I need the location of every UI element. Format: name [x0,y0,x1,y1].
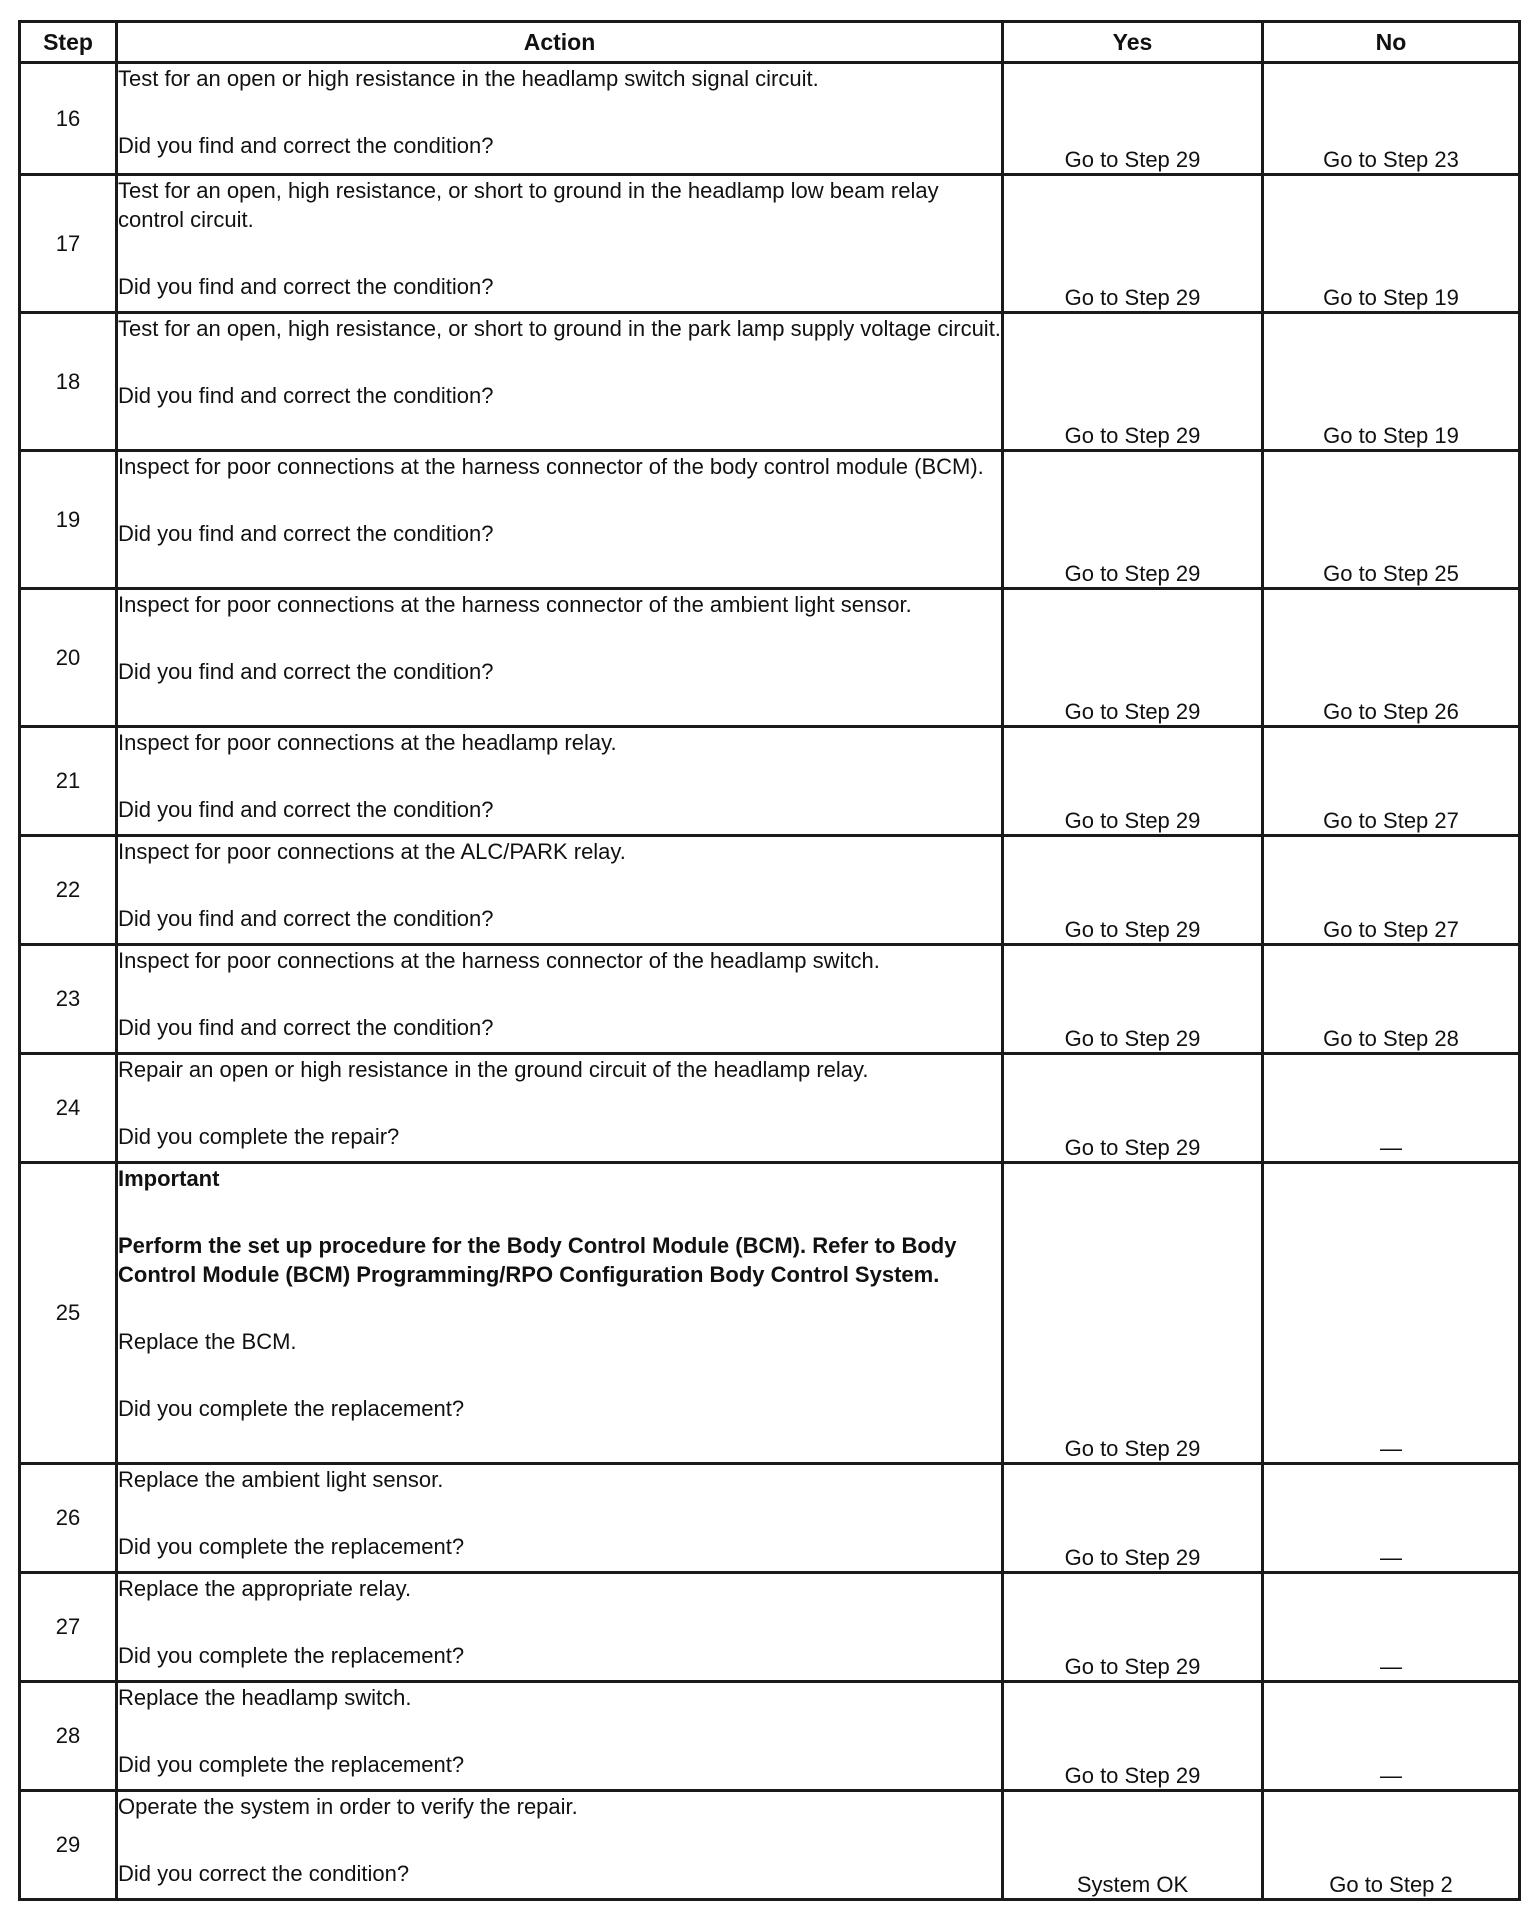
action-cell [117,313,1003,451]
table-row [20,451,1520,589]
action-cell [117,1163,1003,1464]
step-number: 25 [20,1163,117,1464]
no-result: Go to Step 19 [1263,313,1520,451]
yes-result: Go to Step 29 [1003,1573,1263,1682]
action-text: Replace the headlamp switch. [118,1685,412,1710]
table-row [20,727,1520,836]
action-text: Operate the system in order to verify the repair. [118,1794,578,1819]
no-result: — [1263,1163,1520,1464]
step-number: 24 [20,1054,117,1163]
header-action: Action [117,22,1003,63]
step-number: 18 [20,313,117,451]
action-text: Repair an open or high resistance in the ground circuit of the headlamp relay. [118,1057,869,1082]
action-text: Test for an open or high resistance in the headlamp switch signal circuit. [118,66,819,91]
action-cell [117,1682,1003,1791]
step-number: 16 [20,63,117,175]
step-number: 29 [20,1791,117,1900]
step-number: 20 [20,589,117,727]
yes-result: Go to Step 29 [1003,589,1263,727]
table-row [20,175,1520,313]
action-cell [117,1791,1003,1900]
question-text: Did you complete the replacement? [118,1643,465,1668]
yes-result: Go to Step 29 [1003,1464,1263,1573]
action-text: Inspect for poor connections at the headlamp relay. [118,730,617,755]
action-text: Replace the ambient light sensor. [118,1467,444,1492]
header-no: No [1263,22,1520,63]
yes-result: System OK [1003,1791,1263,1900]
question-text: Did you correct the condition? [118,1861,410,1886]
action-cell [117,451,1003,589]
yes-result: Go to Step 29 [1003,451,1263,589]
yes-result: Go to Step 29 [1003,1054,1263,1163]
table-row [20,1682,1520,1791]
no-result: — [1263,1464,1520,1573]
table-row [20,313,1520,451]
no-result: — [1263,1573,1520,1682]
step-number: 21 [20,727,117,836]
no-result: Go to Step 23 [1263,63,1520,175]
table-row [20,63,1520,175]
table-row [20,1464,1520,1573]
yes-result: Go to Step 29 [1003,175,1263,313]
header-step: Step [20,22,117,63]
yes-result: Go to Step 29 [1003,1163,1263,1464]
action-text: Test for an open, high resistance, or short to ground in the park lamp supply voltage circuit. [118,316,1001,341]
no-result: — [1263,1054,1520,1163]
action-cell [117,1464,1003,1573]
action-text: Test for an open, high resistance, or short to ground in the headlamp low beam relay control circuit. [118,178,939,232]
question-text: Did you find and correct the condition? [118,274,494,299]
question-text: Did you find and correct the condition? [118,1015,494,1040]
question-text: Did you complete the repair? [118,1124,400,1149]
action-cell [117,1573,1003,1682]
action-cell [117,727,1003,836]
header-row [20,22,1520,63]
action-cell [117,836,1003,945]
no-result: Go to Step 25 [1263,451,1520,589]
diagnostic-table [18,20,1521,1901]
no-result: Go to Step 19 [1263,175,1520,313]
header-yes: Yes [1003,22,1263,63]
step-number: 27 [20,1573,117,1682]
no-result: Go to Step 27 [1263,727,1520,836]
question-text: Did you find and correct the condition? [118,133,494,158]
action-cell [117,175,1003,313]
yes-result: Go to Step 29 [1003,945,1263,1054]
action-text: Inspect for poor connections at the harness connector of the headlamp switch. [118,948,880,973]
action-text: Inspect for poor connections at the ALC/PARK relay. [118,839,626,864]
action-cell [117,589,1003,727]
question-text: Did you find and correct the condition? [118,906,494,931]
table-row [20,1163,1520,1464]
table-row [20,836,1520,945]
no-result: Go to Step 28 [1263,945,1520,1054]
step-number: 23 [20,945,117,1054]
action-cell [117,945,1003,1054]
question-text: Did you find and correct the condition? [118,659,494,684]
no-result: Go to Step 2 [1263,1791,1520,1900]
important-title: Important [118,1166,220,1191]
table-row [20,1573,1520,1682]
table-row [20,945,1520,1054]
question-text: Did you find and correct the condition? [118,797,494,822]
step-number: 19 [20,451,117,589]
yes-result: Go to Step 29 [1003,63,1263,175]
action-text: Replace the appropriate relay. [118,1576,412,1601]
action-cell [117,63,1003,175]
table-row [20,1054,1520,1163]
yes-result: Go to Step 29 [1003,313,1263,451]
step-number: 28 [20,1682,117,1791]
yes-result: Go to Step 29 [1003,1682,1263,1791]
no-result: — [1263,1682,1520,1791]
question-text: Did you find and correct the condition? [118,383,494,408]
action-text: Replace the BCM. [118,1329,297,1354]
table-row [20,589,1520,727]
no-result: Go to Step 26 [1263,589,1520,727]
step-number: 22 [20,836,117,945]
step-number: 26 [20,1464,117,1573]
table-row [20,1791,1520,1900]
important-text: Perform the set up procedure for the Body Control Module (BCM). Refer to Body Control Module (BCM) Programming/RPO Configuration Body Control System. [118,1233,957,1287]
action-cell [117,1054,1003,1163]
action-text: Inspect for poor connections at the harness connector of the body control module (BCM). [118,454,984,479]
yes-result: Go to Step 29 [1003,836,1263,945]
no-result: Go to Step 27 [1263,836,1520,945]
question-text: Did you complete the replacement? [118,1396,465,1421]
question-text: Did you complete the replacement? [118,1534,465,1559]
yes-result: Go to Step 29 [1003,727,1263,836]
question-text: Did you find and correct the condition? [118,521,494,546]
question-text: Did you complete the replacement? [118,1752,465,1777]
action-text: Inspect for poor connections at the harness connector of the ambient light sensor. [118,592,912,617]
step-number: 17 [20,175,117,313]
